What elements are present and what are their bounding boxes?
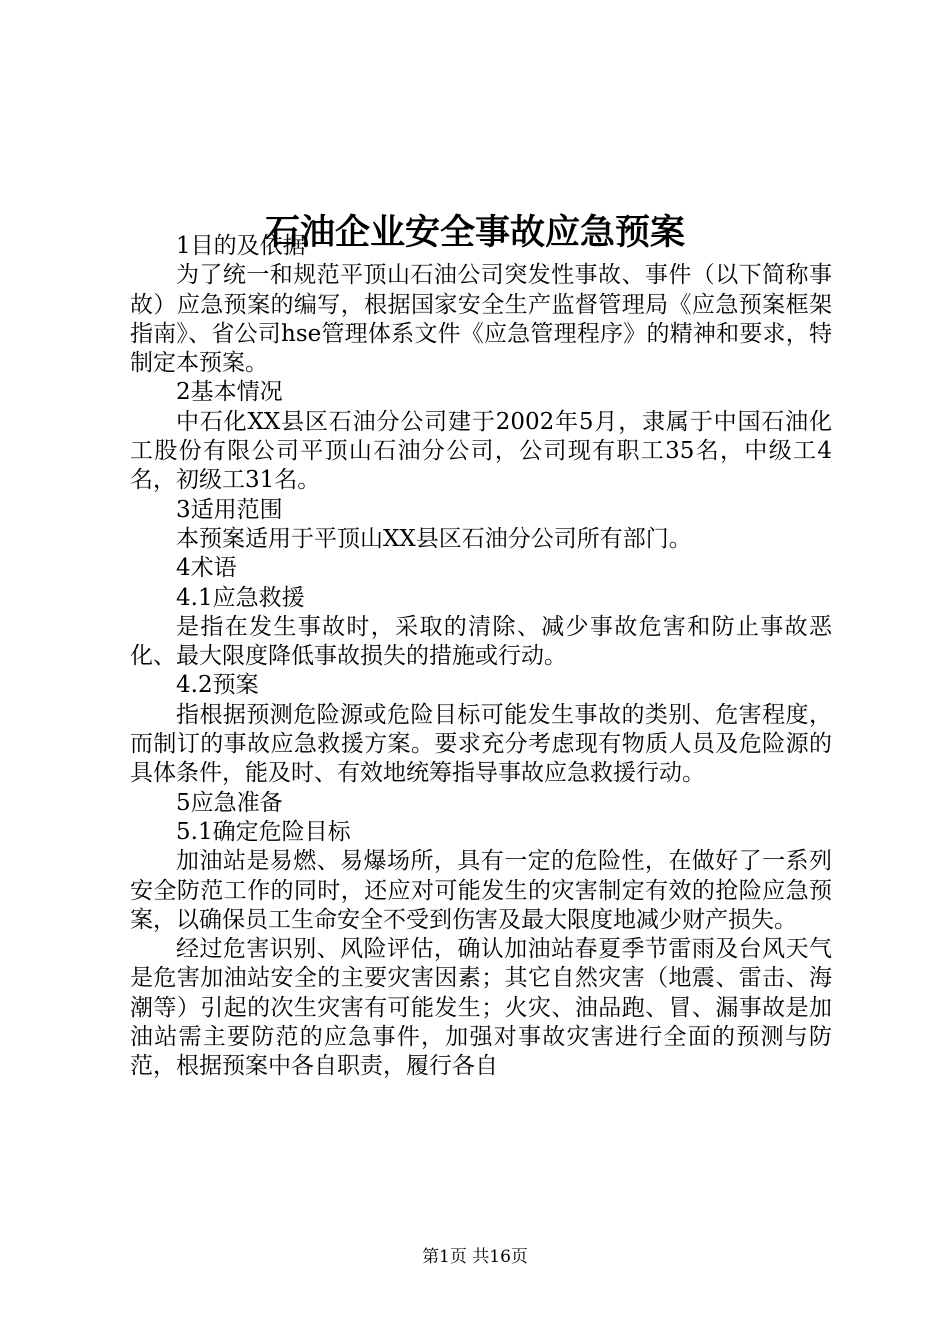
document-title: 石油企业安全事故应急预案: [264, 212, 685, 254]
paragraph-plan-definition: 指根据预测危险源或危险目标可能发生事故的类别、危害程度，而制订的事故应急救援方案。要求充分考虑现有物质人员及危险源的具体条件，能及时、有效地统筹指导事故应急救援行动。: [130, 701, 832, 787]
section-heading-5: 5应急准备: [176, 789, 283, 816]
page-footer: 第1页 共16页: [422, 1247, 528, 1267]
paragraph-risk-assessment: 经过危害识别、风险评估，确认加油站春夏季节雷雨及台风天气是危害加油站安全的主要灾害因素；其它自然灾害（地震、雷击、海潮等）引起的次生灾害有可能发生；火灾、油品跑、冒、漏事故是加油站需主要防范的应急事件，加强对事故灾害进行全面的预测与防范，根据预案中各自职责，履行各自: [130, 936, 832, 1080]
section-heading-4-2: 4.2预案: [176, 672, 259, 699]
section-heading-3: 3适用范围: [176, 496, 283, 523]
paragraph-scope: 本预案适用于平顶山XX县区石油分公司所有部门。: [176, 525, 692, 552]
paragraph-purpose: 为了统一和规范平顶山石油公司突发性事故、事件（以下简称事故）应急预案的编写，根据国家安全生产监督管理局《应急预案框架指南》、省公司hse管理体系文件《应急管理程序》的精神和要求，特制定本预案。: [130, 262, 832, 377]
section-heading-4-1: 4.1应急救援: [176, 584, 305, 611]
section-heading-5-1: 5.1确定危险目标: [176, 818, 351, 845]
paragraph-basic-info: 中石化XX县区石油分公司建于2002年5月，隶属于中国石油化工股份有限公司平顶山石油分公司，公司现有职工35名，中级工4名，初级工31名。: [130, 408, 832, 494]
section-heading-1: 1目的及依据: [176, 233, 306, 259]
paragraph-emergency-rescue: 是指在发生事故时，采取的清除、减少事故危害和防止事故恶化、最大限度降低事故损失的措施或行动。: [130, 613, 832, 670]
document-body: [130, 232, 832, 1082]
paragraph-hazard-target: 加油站是易燃、易爆场所，具有一定的危险性，在做好了一系列安全防范工作的同时，还应对可能发生的灾害制定有效的抢险应急预案，以确保员工生命安全不受到伤害及最大限度地减少财产损失。: [130, 848, 832, 933]
section-heading-2: 2基本情况: [176, 379, 283, 406]
section-heading-4: 4术语: [176, 555, 237, 582]
